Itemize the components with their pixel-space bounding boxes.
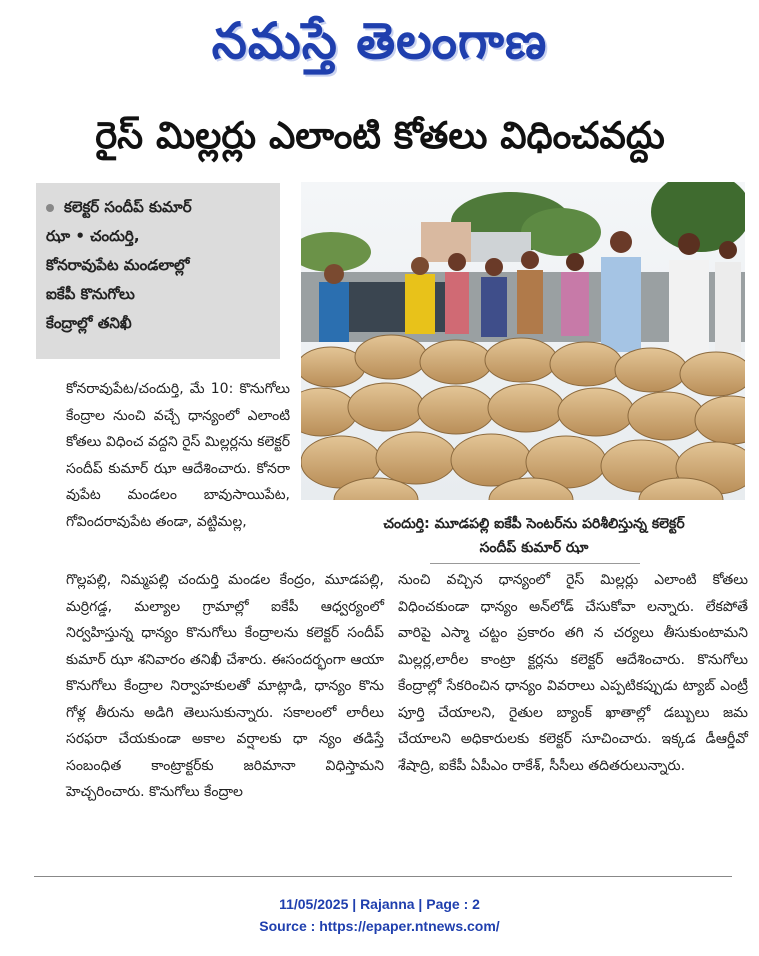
highlight-line-2: ఝా • చందుర్తి, bbox=[46, 227, 140, 245]
article-body-column-1-top bbox=[66, 376, 290, 535]
article-body-column-2 bbox=[398, 567, 748, 779]
photo-illustration bbox=[301, 182, 745, 500]
photo-caption bbox=[322, 512, 746, 560]
caption-line-2: సందీప్ కుమార్ ఝా bbox=[479, 540, 589, 556]
news-photo bbox=[301, 182, 745, 500]
newspaper-masthead bbox=[0, 6, 759, 76]
highlight-box bbox=[36, 183, 280, 359]
highlight-line-3: కోనరావుపేట మండలాల్లో bbox=[46, 256, 190, 274]
masthead-title: నమస్తే తెలంగాణ bbox=[211, 12, 548, 70]
article-headline: రైస్ మిల్లర్లు ఎలాంటి కోతలు విధించవద్దు bbox=[95, 114, 665, 157]
footer-date-edition: 11/05/2025 | Rajanna | Page : 2 bbox=[279, 896, 480, 912]
highlight-line-4: ఐకేపీ కొనుగోలు bbox=[46, 285, 135, 303]
highlight-line-5: కేంద్రాల్లో తనిఖీ bbox=[46, 314, 132, 332]
body-paragraph: నుంచి వచ్చిన ధాన్యంలో రైస్ మిల్లర్లు ఎలాంటి కోతలు విధించకుండా ధాన్యం అన్‌లోడ్ చేసుకోవా లన్నారు. లేకపోతే వారిపై ఎస్మా చట్టం ప్రకారం తగి న చర్యలు తీసుకుంటామని మిల్లర్ల,లారీల కాంట్రా క్టర్లను కలెక్టర్ ఆదేశించారు. కొనుగోలు కేంద్రాల్లో సేకరించిన ధాన్యం వివరాలు ఎప్పటికప్పుడు ట్యాబ్ ఎంట్రీ పూర్తి చేయాలని, రైతుల బ్యాంక్ ఖాతాల్లో డబ్బులు జమ చేయాలని అధికారులకు కలెక్టర్ సూచించారు. ఇక్కడ డీఆర్డీవో శేషాద్రి, ఐకేపీ ఏపీఎం రాకేశ్, సీసీలు తదితరులున్నారు. bbox=[398, 572, 748, 774]
footer-source-link[interactable]: Source : https://epaper.ntnews.com/ bbox=[259, 918, 500, 934]
highlight-line-1: కలెక్టర్ సందీప్ కుమార్ bbox=[46, 193, 272, 222]
caption-line-1: చందుర్తి: మూడపల్లి ఐకేపీ సెంటర్‌ను పరిశీలిస్తున్న కలెక్టర్ bbox=[383, 516, 685, 532]
footer-divider bbox=[34, 876, 732, 877]
article-body-column-1-bottom bbox=[66, 567, 384, 806]
body-paragraph: కోనరావుపేట/చందుర్తి, మే 10: కొనుగోలు కేంద్రాల నుంచి వచ్చే ధాన్యంలో ఎలాంటి కోతలు విధించ వద్దని రైస్ మిల్లర్లను కలెక్టర్ సందీప్ కుమార్ ఝా ఆదేశించారు. కోనరా వుపేట మండలం బావుసాయిపేట, గోవిందరావుపేట తండా, వట్టిమల్ల, bbox=[66, 381, 290, 530]
bullet-icon bbox=[46, 204, 54, 212]
caption-divider bbox=[430, 563, 640, 564]
page-footer bbox=[0, 893, 759, 937]
body-paragraph: గొల్లపల్లి, నిమ్మపల్లి చందుర్తి మండల కేంద్రం, మూడపల్లి, మర్రిగడ్డ, మల్యాల గ్రామాల్లో ఐకేపీ ఆధ్వర్యంలో నిర్వహిస్తున్న ధాన్యం కొనుగోలు కేంద్రాలను కలెక్టర్ సందీప్ కుమార్ ఝా శనివారం తనిఖీ చేశారు. ఈసందర్భంగా ఆయా కొనుగోలు కేంద్రాల నిర్వాహకులతో మాట్లాడి, ధాన్యం కొను గోళ్ల తీరును అడిగి తెలుసుకున్నారు. సకాలంలో లారీలు సరఫరా చేయకుండా అకాల వర్షాలకు ధా న్యం తడిస్తే సంబంధిత కాంట్రాక్టర్‌కు జరిమానా విధిస్తామని హెచ్చరించారు. కొనుగోలు కేంద్రాల bbox=[66, 572, 384, 800]
